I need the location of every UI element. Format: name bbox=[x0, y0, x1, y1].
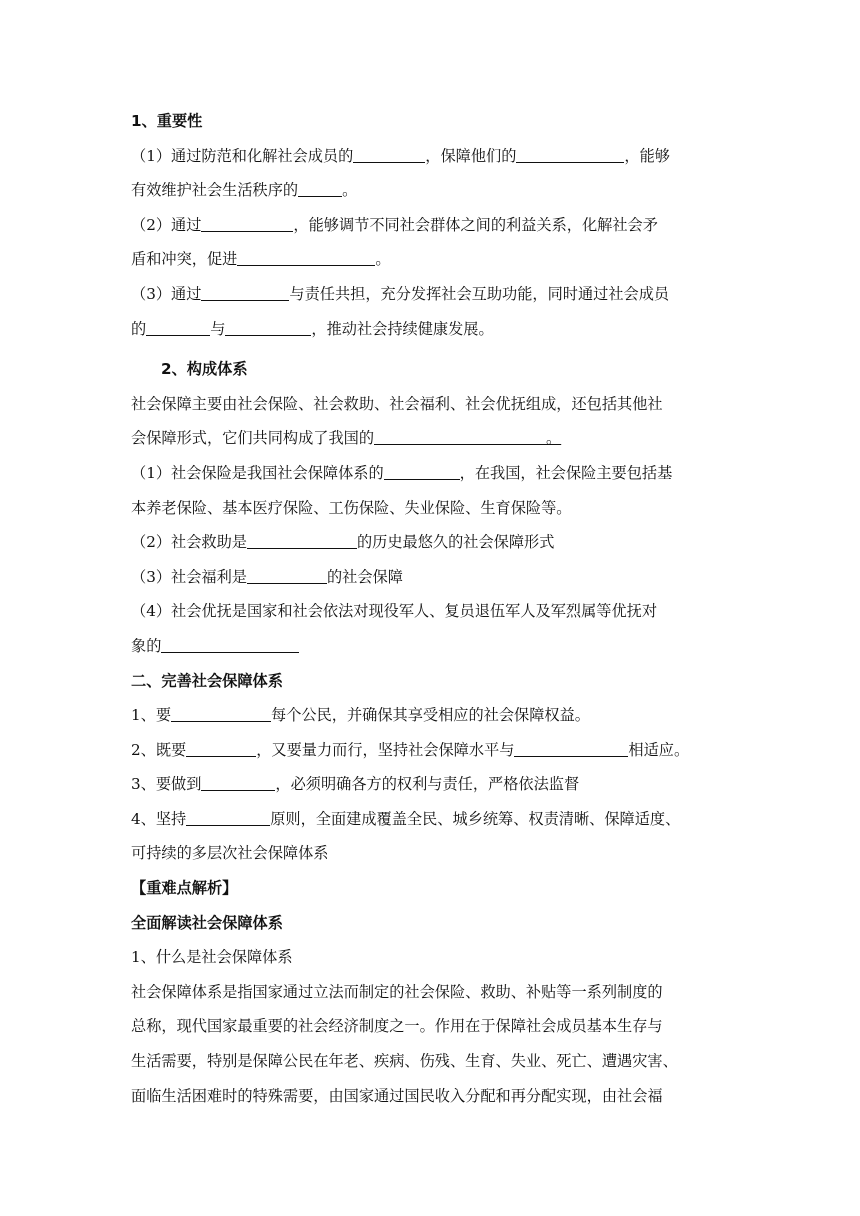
question-heading: 1、什么是社会保障体系 bbox=[131, 948, 293, 967]
paragraph bbox=[131, 277, 731, 312]
text: ，在我国，社会保险主要包括基 bbox=[459, 463, 673, 482]
paragraph bbox=[131, 802, 731, 837]
fill-in-blank[interactable] bbox=[146, 319, 210, 336]
fill-in-blank[interactable] bbox=[161, 636, 299, 653]
fill-in-blank[interactable] bbox=[171, 705, 271, 722]
paragraph bbox=[131, 421, 731, 456]
paragraph bbox=[131, 312, 731, 347]
text: 4、坚持 bbox=[131, 809, 187, 828]
fill-in-blank[interactable] bbox=[186, 740, 256, 757]
text: （3）社会福利是 bbox=[131, 567, 247, 586]
section-heading-analysis: 【重难点解析】 bbox=[131, 879, 238, 898]
text: 会保障形式，它们共同构成了我国的 bbox=[131, 429, 374, 448]
text: 3、要做到 bbox=[131, 775, 202, 794]
paragraph bbox=[131, 387, 731, 422]
section-heading-importance: 1、重要性 bbox=[131, 112, 203, 130]
text: ，保障他们的 bbox=[425, 146, 517, 165]
paragraph bbox=[131, 456, 731, 491]
section-heading-improve: 二、完善社会保障体系 bbox=[131, 671, 283, 690]
paragraph: 面临生活困难时的特殊需要，由国家通过国民收入分配和再分配实现，由社会福 bbox=[131, 1086, 663, 1105]
text: 2、既要 bbox=[131, 740, 187, 759]
document-page bbox=[131, 104, 731, 1113]
text: ，能够 bbox=[624, 146, 670, 165]
fill-in-blank[interactable] bbox=[516, 146, 624, 163]
paragraph bbox=[131, 560, 731, 595]
text: ，能够调节不同社会群体之间的利益关系，化解社会矛 bbox=[293, 215, 658, 234]
paragraph bbox=[131, 242, 731, 277]
text: 的社会保障 bbox=[326, 567, 403, 586]
fill-in-blank[interactable] bbox=[298, 180, 342, 197]
text: 的历史最悠久的社会保障形式 bbox=[356, 533, 555, 552]
fill-in-blank[interactable] bbox=[384, 463, 460, 480]
fill-in-blank[interactable] bbox=[225, 319, 311, 336]
text: 有效维护社会生活秩序的 bbox=[131, 181, 299, 200]
text: 每个公民，并确保其享受相应的社会保障权益。 bbox=[271, 706, 590, 725]
paragraph: 总称，现代国家最重要的社会经济制度之一。作用在于保障社会成员基本生存与 bbox=[131, 1017, 663, 1036]
text: ，又要量力而行，坚持社会保障水平与 bbox=[256, 740, 515, 759]
text: 本养老保险、基本医疗保险、工伤保险、失业保险、生育保险等。 bbox=[131, 498, 572, 517]
paragraph bbox=[131, 698, 731, 733]
paragraph bbox=[131, 767, 731, 802]
text: 。 bbox=[546, 429, 562, 448]
fill-in-blank[interactable] bbox=[237, 249, 375, 266]
paragraph bbox=[131, 139, 731, 174]
section-heading-structure: 2、构成体系 bbox=[161, 360, 248, 379]
paragraph bbox=[131, 491, 731, 526]
text: （2）社会救助是 bbox=[131, 533, 247, 552]
fill-in-blank[interactable] bbox=[247, 532, 357, 549]
text: （4）社会优抚是国家和社会依法对现役军人、复员退伍军人及军烈属等优抚对 bbox=[131, 602, 658, 621]
fill-in-blank[interactable] bbox=[186, 809, 270, 826]
paragraph bbox=[131, 836, 731, 871]
text: 可持续的多层次社会保障体系 bbox=[131, 844, 329, 863]
text: 象的 bbox=[131, 636, 162, 655]
paragraph bbox=[131, 173, 731, 208]
paragraph bbox=[131, 525, 731, 560]
paragraph bbox=[131, 733, 731, 768]
text: ，推动社会持续健康发展。 bbox=[311, 319, 494, 338]
text: 盾和冲突，促进 bbox=[131, 250, 238, 269]
fill-in-blank[interactable] bbox=[201, 284, 289, 301]
paragraph bbox=[131, 594, 731, 629]
text: 1、要 bbox=[131, 706, 172, 725]
paragraph bbox=[131, 208, 731, 243]
paragraph: 社会保障体系是指国家通过立法而制定的社会保险、救助、补贴等一系列制度的 bbox=[131, 982, 663, 1001]
text: （1）通过防范和化解社会成员的 bbox=[131, 146, 354, 165]
fill-in-blank[interactable] bbox=[247, 567, 327, 584]
section-subheading: 全面解读社会保障体系 bbox=[131, 913, 283, 932]
text: 与 bbox=[210, 319, 226, 338]
text: 社会保障主要由社会保险、社会救助、社会福利、社会优抚组成，还包括其他社 bbox=[131, 394, 663, 413]
fill-in-blank[interactable] bbox=[374, 428, 546, 445]
text: （3）通过 bbox=[131, 284, 202, 303]
text: 原则，全面建成覆盖全民、城乡统筹、权责清晰、保障适度、 bbox=[270, 809, 681, 828]
text: （2）通过 bbox=[131, 215, 202, 234]
text: （1）社会保险是我国社会保障体系的 bbox=[131, 463, 384, 482]
paragraph bbox=[131, 629, 731, 664]
fill-in-blank[interactable] bbox=[514, 740, 628, 757]
text: 相适应。 bbox=[628, 740, 690, 759]
text: 。 bbox=[375, 250, 391, 269]
text: 。 bbox=[342, 181, 358, 200]
fill-in-blank[interactable] bbox=[201, 215, 293, 232]
paragraph: 生活需要，特别是保障公民在年老、疾病、伤残、生育、失业、死亡、遭遇灾害、 bbox=[131, 1052, 678, 1071]
fill-in-blank[interactable] bbox=[201, 774, 275, 791]
fill-in-blank[interactable] bbox=[353, 146, 425, 163]
text: 的 bbox=[131, 319, 147, 338]
text: 与责任共担，充分发挥社会互助功能，同时通过社会成员 bbox=[289, 284, 670, 303]
text: ，必须明确各方的权利与责任，严格依法监督 bbox=[275, 775, 580, 794]
